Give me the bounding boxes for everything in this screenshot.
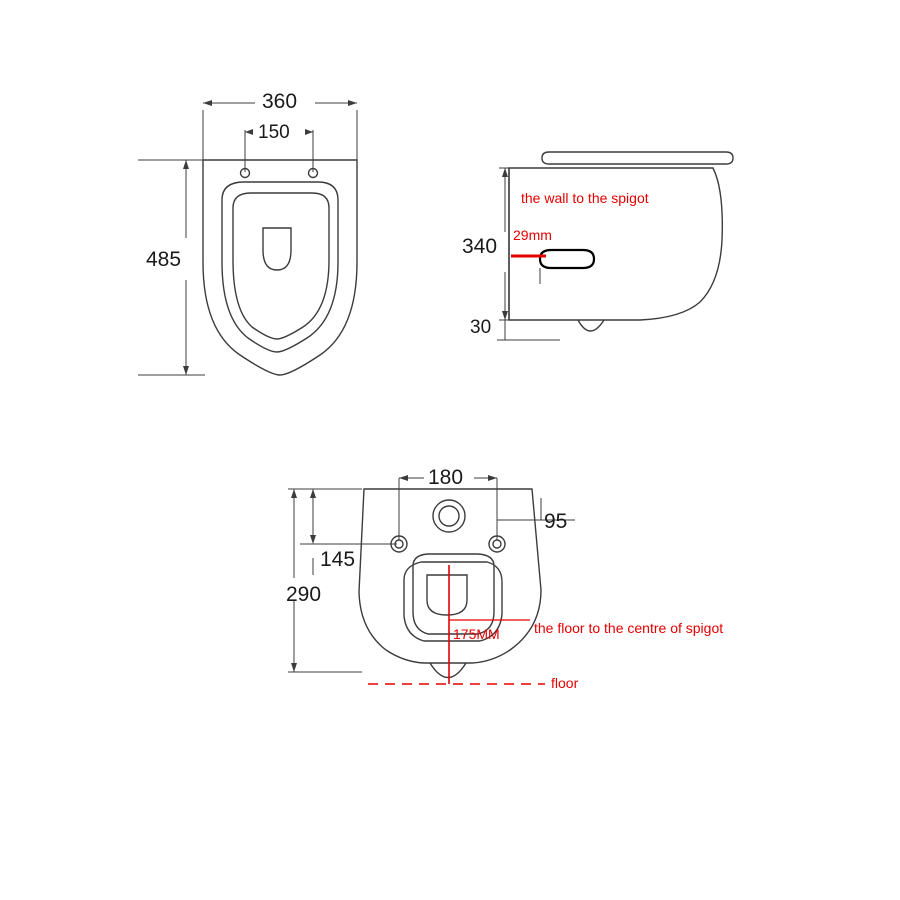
- dimension-label-front-height-290: 290: [286, 583, 322, 606]
- annotation-floor-to-spigot-value: 175MM: [453, 626, 500, 642]
- top-view-group: [138, 100, 357, 375]
- front-view-group: [288, 475, 575, 678]
- front-view-red-marks: [368, 565, 545, 684]
- side-view-group: [497, 152, 733, 340]
- dimension-label-top-width: 360: [262, 90, 298, 113]
- annotation-spigot-offset: 29mm: [513, 227, 552, 243]
- dimension-label-front-bolt-spacing: 180: [428, 466, 464, 489]
- dimension-label-front-height-145: 145: [320, 548, 356, 571]
- dimension-label-side-base: 30: [470, 317, 492, 338]
- annotation-floor-line-label: floor: [551, 675, 579, 691]
- dimension-label-side-height: 340: [462, 235, 498, 258]
- annotation-wall-to-spigot: the wall to the spigot: [521, 190, 649, 206]
- annotation-floor-to-spigot-note: the floor to the centre of spigot: [534, 620, 724, 636]
- dimension-label-top-depth: 485: [146, 248, 182, 271]
- dimension-label-front-offset: 95: [544, 510, 568, 533]
- dimension-label-top-bolt-spacing: 150: [258, 122, 290, 143]
